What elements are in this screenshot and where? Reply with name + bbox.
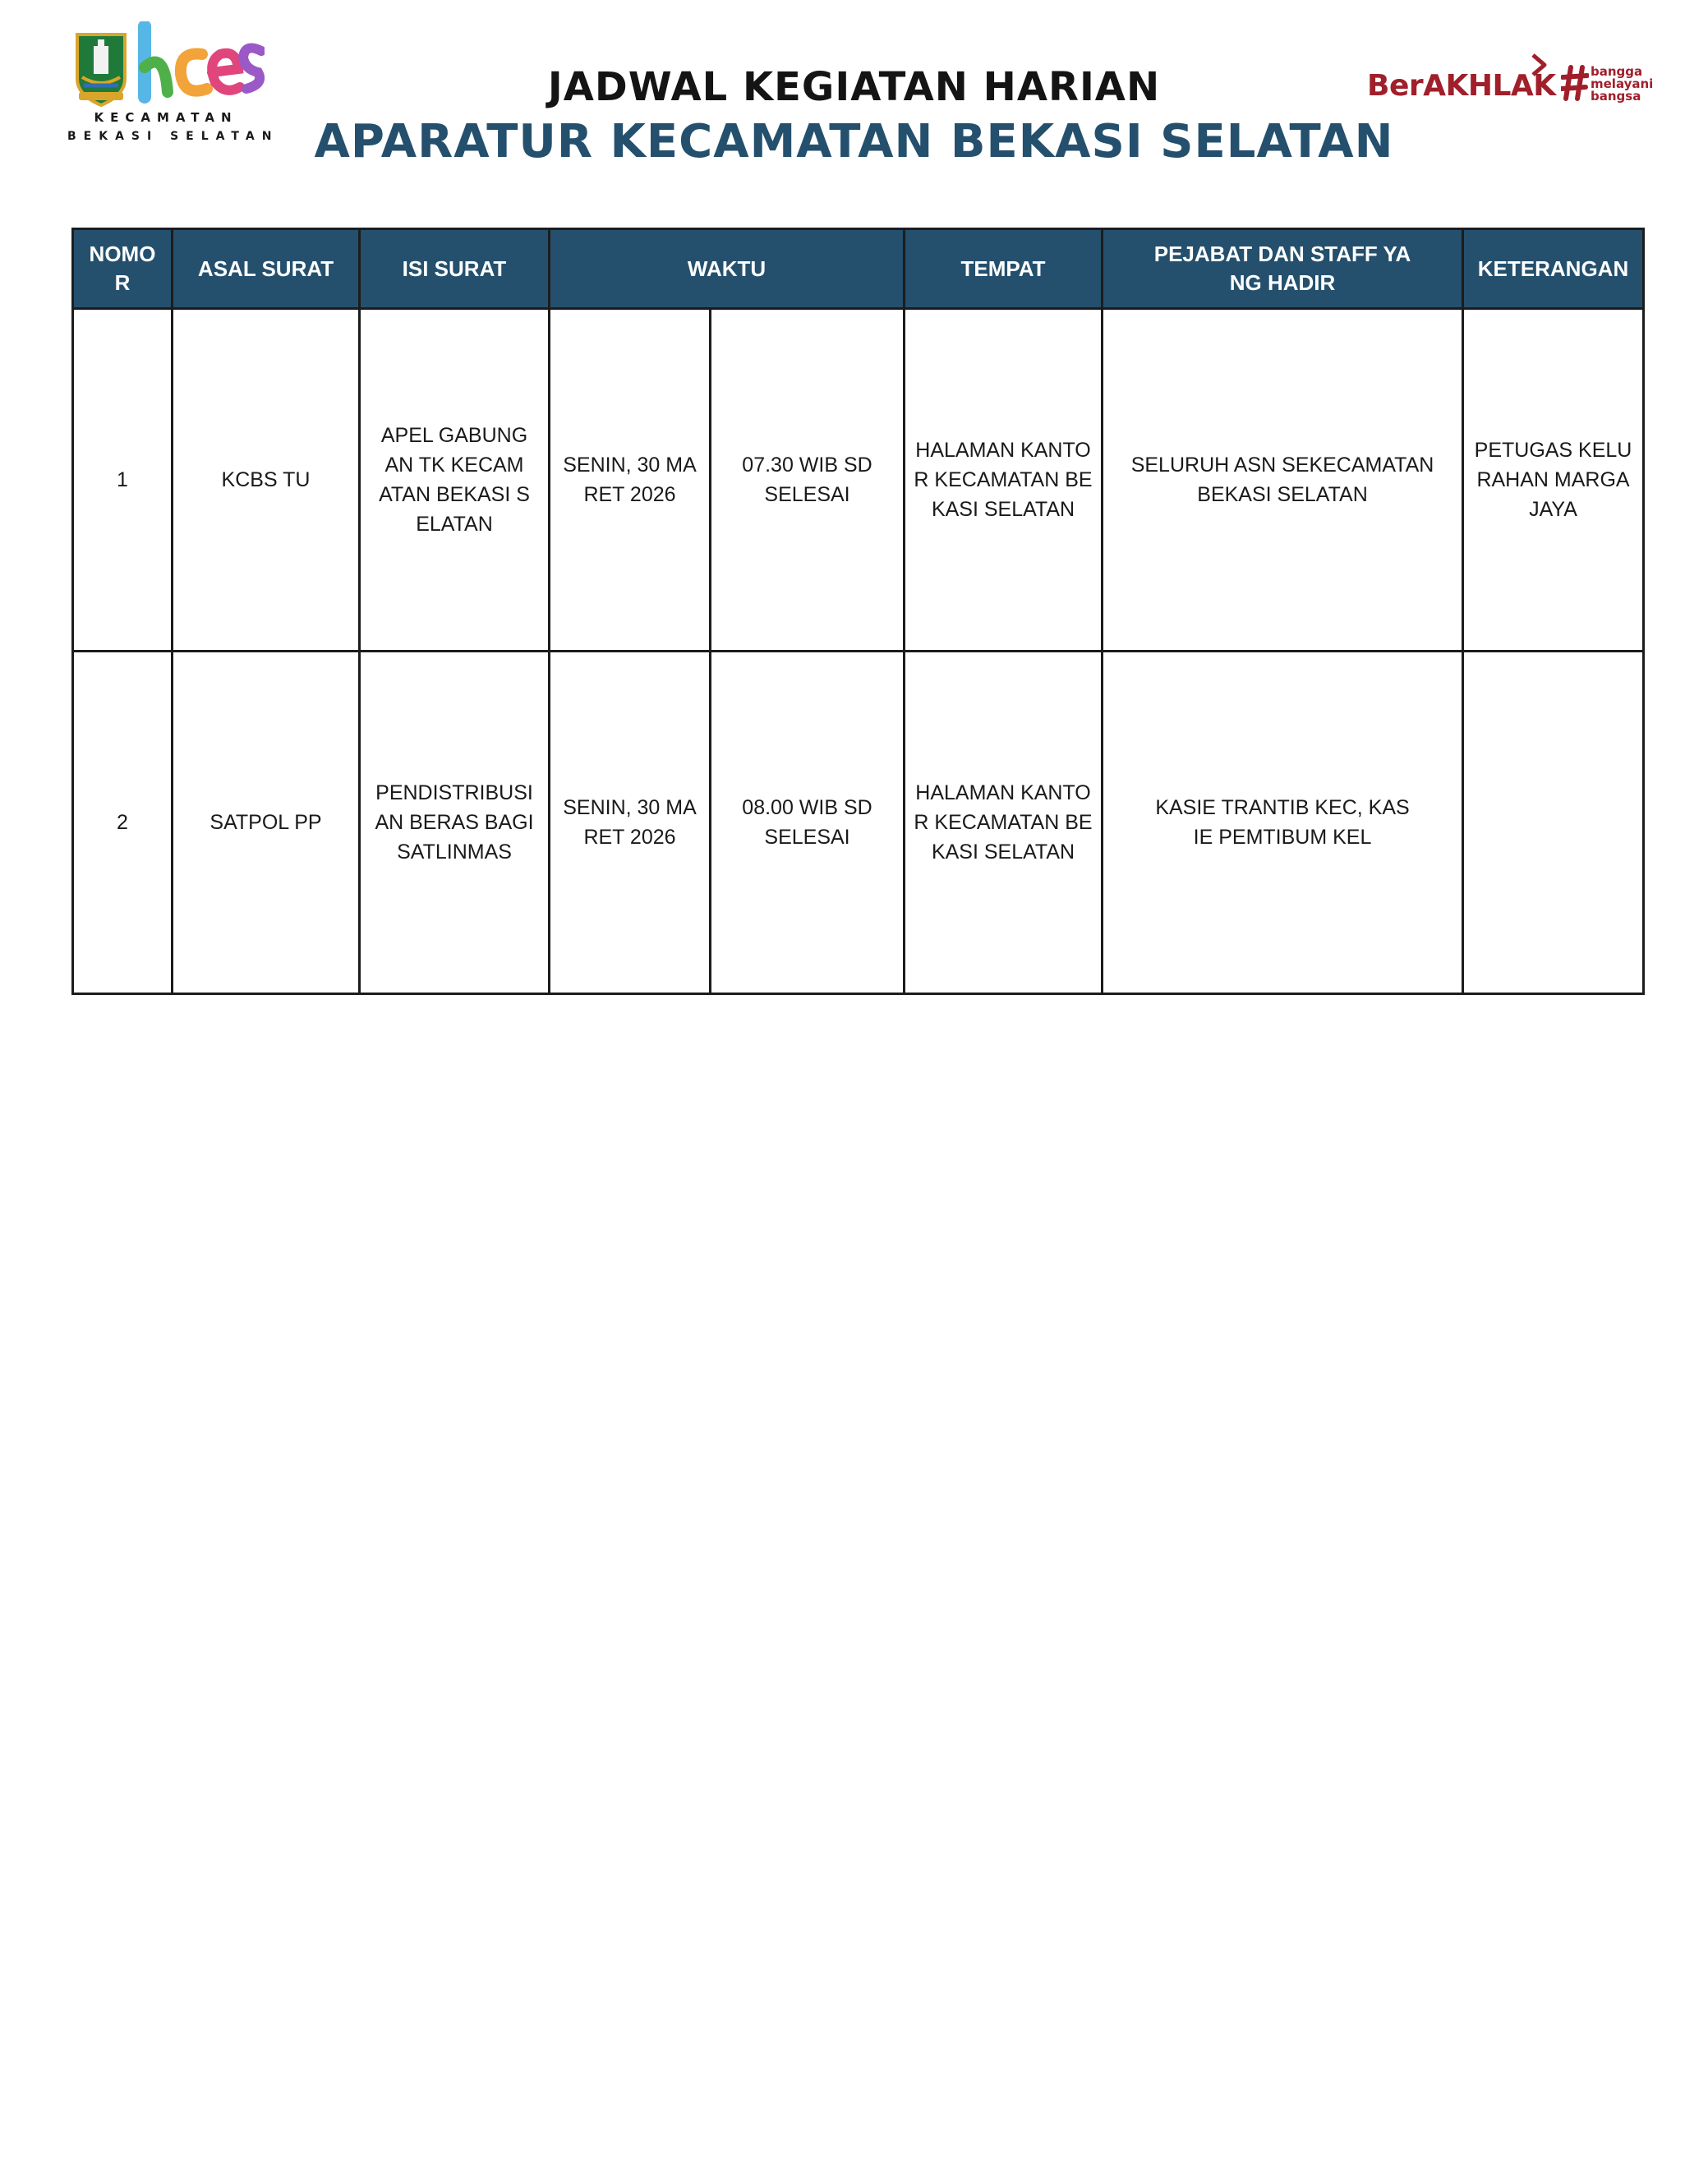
berakhlak-tagline (1591, 66, 1653, 103)
logo-label-line1: KECAMATAN (94, 110, 238, 125)
cell-pejabat: KASIE TRANTIB KEC, KASIE PEMTIBUM KEL (1103, 652, 1463, 994)
col-header-isi-surat: ISI SURAT (360, 229, 550, 309)
berakhlak-wordmark: BerAKHLAK (1367, 69, 1556, 103)
cell-nomor: 1 (73, 309, 173, 652)
cell-asal-surat: KCBS TU (173, 309, 360, 652)
cell-nomor: 2 (73, 652, 173, 994)
cell-asal-surat: SATPOL PP (173, 652, 360, 994)
tagline-word: melayani (1591, 76, 1654, 91)
table-row (73, 652, 1644, 994)
cell-keterangan (1463, 652, 1644, 994)
cell-tempat: HALAMAN KANTOR KECAMATAN BEKASI SELATAN (905, 309, 1103, 652)
col-header-asal-surat: ASAL SURAT (173, 229, 360, 309)
cell-tanggal: SENIN, 30 MARET 2026 (550, 309, 711, 652)
berakhlak-logo (1364, 51, 1660, 117)
tagline-word: bangga (1591, 64, 1643, 79)
col-header-nomor: NOMOR (73, 229, 173, 309)
col-header-pejabat: PEJABAT DAN STAFF YANG HADIR (1103, 229, 1463, 309)
table-row (73, 309, 1644, 652)
tagline-word: bangsa (1591, 89, 1641, 104)
col-header-keterangan: KETERANGAN (1463, 229, 1644, 309)
cell-tempat: HALAMAN KANTOR KECAMATAN BEKASI SELATAN (905, 652, 1103, 994)
page-title: JADWAL KEGIATAN HARIAN (547, 64, 1161, 110)
cell-keterangan: PETUGAS KELURAHAN MARGAJAYA (1463, 309, 1644, 652)
cell-isi-surat: PENDISTRIBUSIAN BERAS BAGI SATLINMAS (360, 652, 550, 994)
cell-jam: 07.30 WIB SD SELESAI (711, 309, 905, 652)
cell-jam: 08.00 WIB SD SELESAI (711, 652, 905, 994)
logo-label-line2: BEKASI SELATAN (67, 130, 279, 143)
cell-tanggal: SENIN, 30 MARET 2026 (550, 652, 711, 994)
hashtag-icon (1561, 64, 1589, 102)
schedule-table (71, 228, 1645, 995)
chevron-right-icon (1528, 53, 1549, 77)
page-subtitle: APARATUR KECAMATAN BEKASI SELATAN (314, 115, 1394, 168)
col-header-tempat: TEMPAT (905, 229, 1103, 309)
cell-isi-surat: APEL GABUNGAN TK KECAMATAN BEKASI SELATAN (360, 309, 550, 652)
table-header-row (73, 229, 1644, 309)
col-header-waktu: WAKTU (550, 229, 905, 309)
cell-pejabat: SELURUH ASN SEKECAMATAN BEKASI SELATAN (1103, 309, 1463, 652)
